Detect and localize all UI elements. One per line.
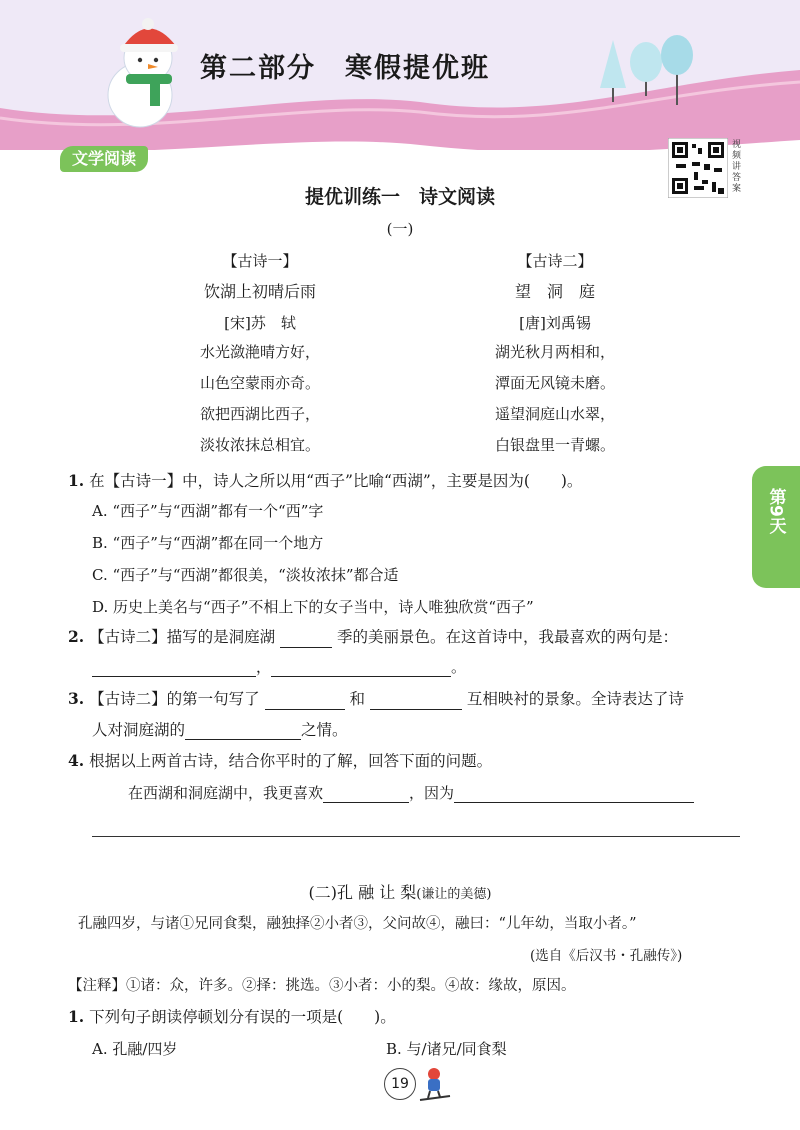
question-text: 【古诗二】的第一句写了 (89, 690, 260, 708)
poem-two-line: 潭面无风镜未磨。 (494, 374, 615, 392)
question-text: 人对洞庭湖的 (92, 721, 186, 739)
poem-one-title: 饮湖上初晴后雨 (203, 282, 316, 301)
question-number: 1. (68, 1007, 85, 1026)
question-2-answer (92, 656, 466, 677)
question-text: 和 (349, 690, 366, 708)
qr-label: 视频讲答案 (732, 140, 742, 194)
question-3 (68, 688, 684, 710)
section-two-title (0, 880, 800, 903)
question-text: 之情。 (301, 721, 348, 739)
question-number: 1. (68, 471, 85, 490)
poem-two-tag: 【古诗二】 (517, 252, 593, 270)
answer-blank[interactable] (265, 693, 345, 710)
question-number: 3. (68, 689, 85, 708)
section-title: 提优训练一 诗文阅读 (304, 186, 495, 208)
question-2 (68, 626, 678, 648)
section-two-heading: (二)孔 融 让 梨 (308, 883, 417, 902)
day-tab (752, 466, 800, 588)
skier-icon (414, 1064, 454, 1104)
poem-one-line: 水光潋滟晴方好， (199, 343, 320, 361)
source-citation: (选自《后汉书・孔融传》) (530, 948, 683, 964)
day-tab-label: 第9天 (765, 488, 786, 534)
poem-two-author: [唐]刘禹锡 (519, 314, 591, 332)
question-text: 在西湖和洞庭湖中，我更喜欢 (128, 784, 324, 802)
question-4 (68, 750, 492, 772)
poem-one (130, 250, 390, 455)
poem-one-line: 欲把西湖比西子， (199, 405, 320, 423)
question-text: 下列句子朗读停顿划分有误的一项是( )。 (89, 1008, 396, 1026)
question-text: 【古诗二】描写的是洞庭湖 (89, 628, 276, 646)
option-b[interactable]: B. “西子”与“西湖”都在同一个地方 (92, 534, 324, 552)
question-1 (68, 470, 582, 492)
poem-two-line: 湖光秋月两相和， (494, 343, 615, 361)
question-3-cont (92, 718, 348, 740)
option-a[interactable]: A. 孔融/四岁 (92, 1040, 178, 1058)
page-header-title: 第二部分 寒假提优班 (200, 53, 490, 84)
answer-line[interactable] (92, 836, 740, 837)
section-subtitle: (一) (386, 220, 414, 238)
poem-one-line: 山色空蒙雨亦奇。 (199, 374, 320, 392)
poem-two (425, 250, 685, 455)
category-badge: 文学阅读 (60, 146, 148, 172)
answer-blank[interactable] (454, 786, 694, 803)
section-two-question-1 (68, 1006, 396, 1028)
question-text: ，因为 (409, 784, 455, 802)
answer-blank[interactable] (185, 723, 301, 740)
answer-blank[interactable] (271, 660, 451, 677)
option-a[interactable]: A. “西子”与“西湖”都有一个“西”字 (92, 502, 324, 520)
question-text: 季的美丽景色。在这首诗中，我最喜欢的两句是： (337, 628, 679, 646)
option-b[interactable]: B. 与/诸兄/同食梨 (386, 1040, 507, 1058)
classical-text: 孔融四岁，与诸①兄同食梨，融独择②小者③，父问故④，融曰：“儿年幼，当取小者。” (78, 916, 637, 932)
comma: ， (256, 658, 272, 676)
answer-blank[interactable] (92, 660, 256, 677)
answer-blank[interactable] (323, 786, 409, 803)
question-text: 根据以上两首古诗，结合你平时的了解，回答下面的问题。 (89, 752, 493, 770)
answer-blank[interactable] (370, 693, 462, 710)
question-text: 互相映衬的景象。全诗表达了诗 (466, 690, 684, 708)
poem-two-line: 白银盘里一青螺。 (494, 436, 615, 454)
poem-one-author: [宋]苏 轼 (224, 314, 296, 332)
poem-two-line: 遥望洞庭山水翠， (494, 405, 615, 423)
question-text: 在【古诗一】中，诗人之所以用“西子”比喻“西湖”，主要是因为( )。 (89, 472, 583, 490)
poem-one-tag: 【古诗一】 (222, 252, 298, 270)
question-number: 2. (68, 627, 85, 646)
option-c[interactable]: C. “西子”与“西湖”都很美，“淡妆浓抹”都合适 (92, 566, 399, 584)
question-number: 4. (68, 751, 85, 770)
option-d[interactable]: D. 历史上美名与“西子”不相上下的女子当中，诗人唯独欣赏“西子” (92, 598, 534, 616)
page-number: 19 (384, 1068, 416, 1100)
section-two-note: (谦让的美德) (416, 887, 492, 902)
question-4-answer (128, 782, 694, 803)
notes: 【注释】①诸：众，许多。②择：挑选。③小者：小的梨。④故：缘故，原因。 (68, 978, 576, 994)
poem-one-line: 淡妆浓抹总相宜。 (199, 436, 320, 454)
period: 。 (451, 658, 467, 676)
poem-two-title: 望 洞 庭 (514, 282, 595, 301)
season-blank[interactable] (280, 631, 332, 648)
